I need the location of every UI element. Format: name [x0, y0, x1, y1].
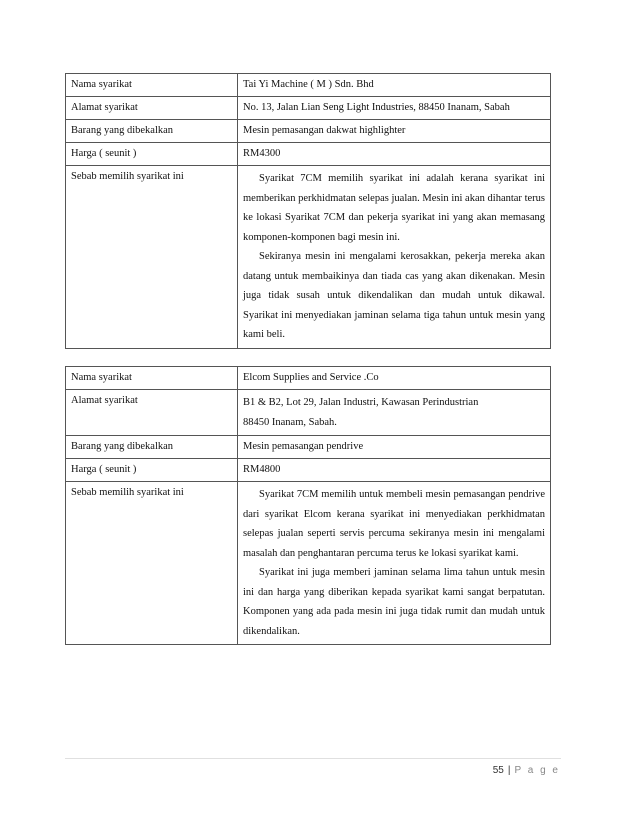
reason-paragraph: Syarikat ini juga memberi jaminan selama lima tahun untuk mesin ini dan harga yang diberikan kepada syarikat kami sangat berpatutan. Komponen yang ada pada mesin ini juga tidak rumit dan mudah untuk dikendalikan.: [243, 567, 545, 637]
row-label: Alamat syarikat: [66, 390, 238, 436]
page-footer: [493, 765, 560, 776]
row-label: Barang yang dibekalkan: [66, 436, 238, 459]
reason-paragraph: Syarikat 7CM memilih syarikat ini adalah kerana syarikat ini memberikan perkhidmatan selepas jualan. Mesin ini akan dihantar terus ke lokasi Syarikat 7CM dan pekerja syarikat ini yang akan memasang komponen-komponen bagi mesin ini.: [243, 173, 545, 243]
table-row: [66, 482, 551, 645]
table-row: [66, 367, 551, 390]
company-table-2: [65, 366, 551, 645]
table-row: [66, 166, 551, 349]
row-value: [238, 390, 551, 436]
reason-cell: [238, 166, 551, 349]
row-label: Harga ( seunit ): [66, 459, 238, 482]
row-label: Alamat syarikat: [66, 97, 238, 120]
reason-cell: [238, 482, 551, 645]
address-line: 88450 Inanam, Sabah.: [243, 416, 337, 428]
row-label: Sebab memilih syarikat ini: [66, 166, 238, 349]
row-value: RM4300: [238, 143, 551, 166]
table-row: [66, 120, 551, 143]
table-row: [66, 390, 551, 436]
row-value: Mesin pemasangan dakwat highlighter: [238, 120, 551, 143]
reason-paragraph: Sekiranya mesin ini mengalami kerosakkan, pekerja mereka akan datang untuk membaikinya dan tiada cas yang akan dikenakan. Mesin juga tidak susah untuk dikendalikan dan mudah untuk dikawal. Syarikat ini menyediakan jaminan selama tiga tahun untuk mesin yang kami beli.: [243, 251, 545, 340]
row-value: Tai Yi Machine ( M ) Sdn. Bhd: [238, 74, 551, 97]
row-label: Nama syarikat: [66, 74, 238, 97]
row-label: Barang yang dibekalkan: [66, 120, 238, 143]
reason-paragraph: Syarikat 7CM memilih untuk membeli mesin pemasangan pendrive dari syarikat Elcom kerana syarikat ini menyediakan perkhidmatan selepas jualan seperti servis percuma sekiranya mesin ini mengalami masalah dan penghantaran percuma terus ke lokasi syarikat kami.: [243, 489, 545, 559]
table-row: [66, 97, 551, 120]
row-label: Harga ( seunit ): [66, 143, 238, 166]
footer-separator: |: [507, 765, 511, 776]
row-value: Mesin pemasangan pendrive: [238, 436, 551, 459]
row-value: Elcom Supplies and Service .Co: [238, 367, 551, 390]
row-label: Nama syarikat: [66, 367, 238, 390]
address-line: B1 & B2, Lot 29, Jalan Industri, Kawasan Perindustrian: [243, 397, 479, 408]
table-row: [66, 74, 551, 97]
table-row: [66, 459, 551, 482]
row-label: Sebab memilih syarikat ini: [66, 482, 238, 645]
row-value: No. 13, Jalan Lian Seng Light Industries, 88450 Inanam, Sabah: [238, 97, 551, 120]
company-table-1: [65, 73, 551, 349]
row-value: RM4800: [238, 459, 551, 482]
table-row: [66, 436, 551, 459]
footer-divider: [65, 758, 561, 759]
page-word: P a g e: [514, 765, 560, 776]
page-number: 55: [492, 765, 504, 776]
table-row: [66, 143, 551, 166]
